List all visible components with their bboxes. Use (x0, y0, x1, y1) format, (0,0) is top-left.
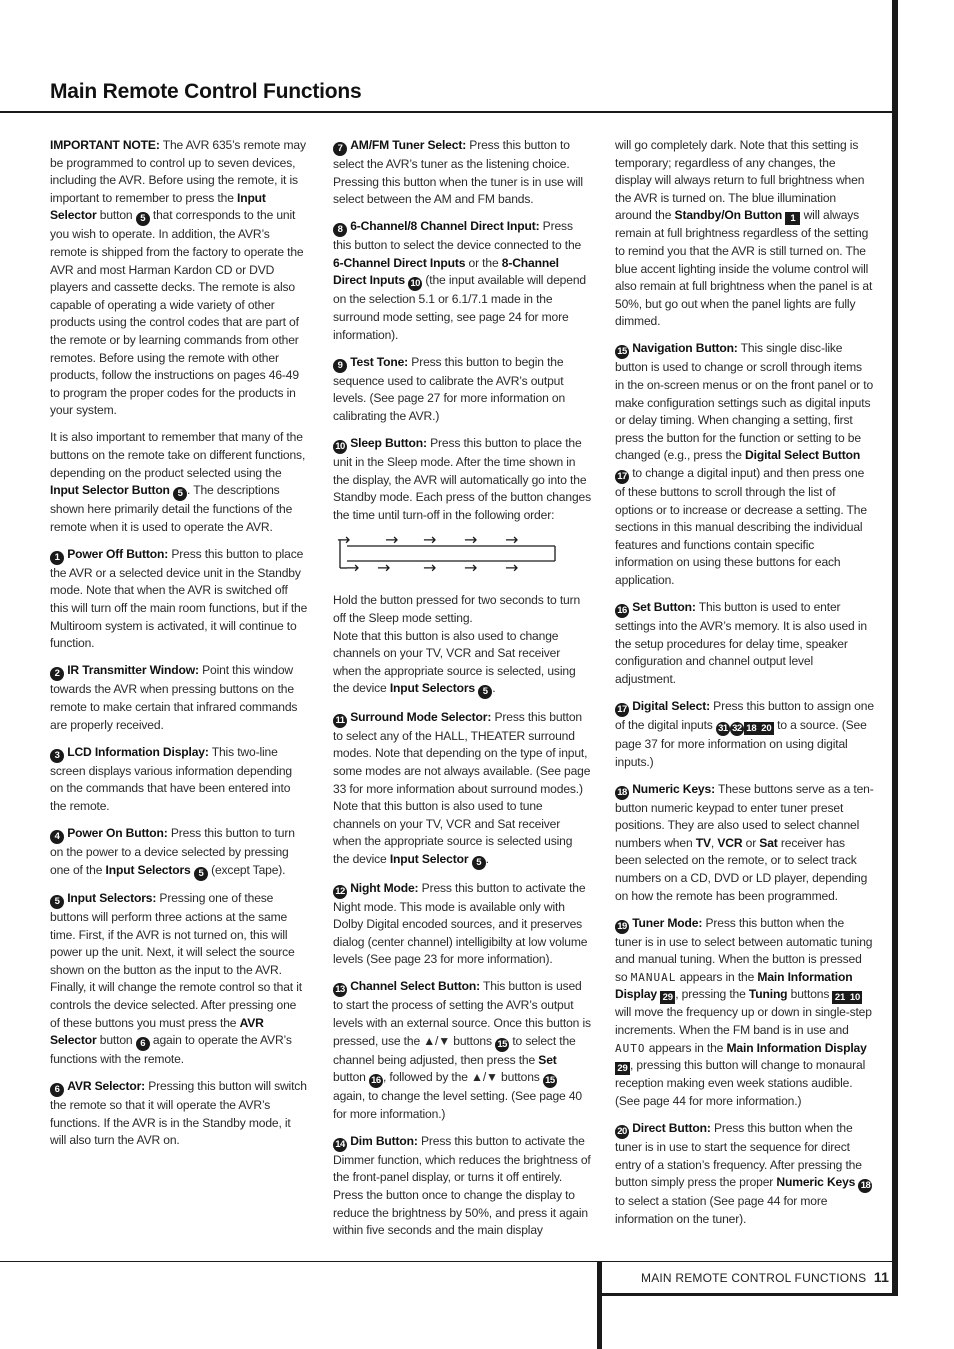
page-title: Main Remote Control Functions (50, 80, 362, 103)
right-border-bar (892, 0, 898, 1294)
item-ir-window: 2 IR Transmitter Window: Point this window towards the AVR when pressing buttons on the remote to make certain that infrared commands are properly received. (50, 663, 298, 732)
callout-5-icon: 5 (136, 212, 150, 226)
column-2 (333, 137, 591, 1249)
callout-6-icon: 6 (50, 1083, 64, 1097)
callout-31-icon: 31 (716, 722, 730, 736)
item-tuner-mode: 19 Tuner Mode: Press this button when the tuner is in use to select between automatic tuning and manual tuning. When the button is pressed so MANUAL appears in the Main Information Display 29 , pressing the Tuning buttons 21 10 will move the frequency up or down in single-step increments. When the FM band is in use and AUTO appears in the Main Information Display 29 , pressing this button will change to monaural reception making even week stations audible. (See page 44 for more information.) (615, 915, 873, 1108)
item-input-selectors: 5 Input Selectors: Pressing one of these buttons will perform three actions at the same time. First, if the AVR is not turned on, this will power up the unit. Next, it will select the source shown on the button as the input to the AVR. Finally, it will change the remote control so that it controls the device selected. After pressing one of these buttons you must press the AVR Selector button 6 again to operate the AVR’s functions with the remote. (50, 891, 302, 1067)
callout-9-icon: 9 (333, 359, 347, 373)
callout-16-icon: 16 (369, 1074, 383, 1088)
callout-17-icon: 17 (615, 703, 629, 717)
callout-5-icon: 5 (472, 856, 486, 870)
callout-10-icon: 10 (408, 277, 422, 291)
arrow-1-1: → (337, 530, 351, 550)
item-sleep: 10 Sleep Button: Press this button to place the unit in the Sleep mode. After the time shown in the display, the AVR will automatically go into the Standby mode. Each press of the button changes the time until turn-off in the following order: (333, 436, 591, 522)
callout-sq-1-icon: 1 (785, 212, 800, 225)
callout-11-icon: 11 (333, 714, 347, 728)
callout-17-icon: 17 (615, 470, 629, 484)
column-3 (615, 137, 874, 1238)
arrow-2-2: → (377, 558, 391, 578)
arrow-2-4: → (464, 558, 478, 578)
paragraph-dim-cont: will go completely dark. Note that this setting is temporary; regardless of any changes, the display will always return to full brightness when the AVR is turned on. The blue illumination around the Standby/On Button 1 will always remain at full brightness regardless of the setting to remind you that the AVR is still turned on. The blue accent lighting inside the volume control will also remain at full brightness when the panel is at 50%, but go out when the panel lights are fully dimmed. (615, 138, 873, 329)
callout-sq-29-icon: 29 (660, 991, 675, 1004)
item-am-fm-tuner: 7 AM/FM Tuner Select: Press this button to select the AVR’s tuner as the listening choice. Pressing this button when the tuner is in use will select between the AM and FM bands. (333, 138, 583, 207)
callout-sq-29-icon: 29 (615, 1062, 630, 1075)
callout-6-icon: 6 (136, 1037, 150, 1051)
footer-section-title: MAIN REMOTE CONTROL FUNCTIONS (641, 1271, 867, 1285)
footer-rule (0, 1261, 894, 1262)
paragraph-important-note: IMPORTANT NOTE: The AVR 635’s remote may be programmed to control up to seven devices, including the AVR. Before using the remote, it is important to remember to press the Input Selector button 5 that corresponds to the unit you wish to operate. In addition, the AVR’s remote is shipped from the factory to operate the AVR and most Harman Kardon CD or DVD players and cassette decks. The remote is also capable of operating a wide variety of other products using the control codes that are part of the remote or by learning commands from other remotes. Before using the remote with other products, follow the instructions on pages 46-49 to program the proper codes for the products in your system. (50, 138, 306, 418)
arrow-1-3: → (423, 530, 437, 550)
item-digital-select: 17 Digital Select: Press this button to assign one of the digital inputs 31 32 18 20 to a source. (See page 37 for more information on using digital inputs.) (615, 698, 874, 769)
callout-1-icon: 1 (50, 551, 64, 565)
item-dim-button: 14 Dim Button: Press this button to activate the Dimmer function, which reduces the brightness of the front-panel display, or turns it off entirely. Press the button once to change the display to reduce the brightness by 50%, and press it again within five seconds and the main display (333, 1133, 591, 1238)
item-night-mode: 12 Night Mode: Press this button to activate the Night mode. This mode is available only with Dolby Digital encoded sources, and it preserves dialog (center channel) intelligibilty at low volume levels (See page 23 for more information). (333, 880, 588, 967)
callout-5-icon: 5 (194, 867, 208, 881)
item-surround-mode: 11 Surround Mode Selector: Press this button to select any of the HALL, THEATER surround modes. Note that depending on the type of input, some modes are not always available. (See page 33 for more information about surround modes.) Note that this button is also used to tune channels on your TV, VCR and Sat receiver when the appropriate source is selected using the device Input Selector 5 . (333, 709, 591, 869)
item-power-off: 1 Power Off Button: Press this button to place the AVR or a selected device unit in the Standby mode. Note that when the AVR is switched off this will turn off the main room functions, but if the Multiroom system is activated, it will continue to function. (50, 546, 308, 651)
arrow-1-4: → (464, 530, 478, 550)
sleep-sequence-diagram (333, 530, 591, 582)
paragraph-sleep-note: Note that this button is also used to change channels on your TV, VCR and Sat receiver when the appropriate source is selected, using the device Input Selectors 5 . (333, 628, 576, 698)
item-avr-selector: 6 AVR Selector: Pressing this button will switch the remote so that it will operate the AVR’s functions. If the AVR is in the Standby mode, it will also turn the AVR on. (50, 1079, 307, 1148)
callout-14-icon: 14 (333, 1138, 347, 1152)
item-numeric-keys: 18 Numeric Keys: These buttons serve as a ten-button numeric keypad to enter tuner preset positions. They are also used to select channel numbers when TV, VCR or Sat receiver has been selected on the remote, or to select track numbers on a CD, DVD or LD player, depending on how the remote has been programmed. (615, 781, 874, 903)
item-set-button: 16 Set Button: This button is used to enter settings into the AVR’s memory. It is also used in the setup procedures for delay time, speaker configuration and channel output level adjustment. (615, 600, 867, 686)
item-direct-input: 8 6-Channel/8 Channel Direct Input: Press this button to select the device connected to the 6-Channel Direct Inputs or the 8-Channel Direct Inputs 10 (the input available will depend on the selection 5.1 or 6.1/7.1 made in the surround mode setting, see page 24 for more information). (333, 219, 586, 342)
page-footer (641, 1269, 889, 1285)
footer-page-number: 11 (873, 1269, 890, 1285)
callout-15-icon: 15 (543, 1074, 557, 1088)
arrow-1-5: → (505, 530, 519, 550)
column-1 (50, 137, 308, 1160)
callout-18-icon: 18 (858, 1179, 872, 1193)
item-power-on: 4 Power On Button: Press this button to turn on the power to a device selected by pressing one of the Input Selectors 5 (except Tape). (50, 825, 295, 879)
callout-4-icon: 4 (50, 830, 64, 844)
callout-5-icon: 5 (478, 685, 492, 699)
callout-10-icon: 10 (333, 440, 347, 454)
item-channel-select: 13 Channel Select Button: This button is used to start the process of setting the AVR’s output levels with an external source. Once this button is pressed, use the ▲/▼ buttons 15 to select the channel being adjusted, then press the Set button 16 , followed by the ▲/▼ buttons 15 again, to change the level setting. (See page 40 for more information.) (333, 979, 591, 1121)
callout-3-icon: 3 (50, 749, 64, 763)
callout-18-icon: 18 (615, 786, 629, 800)
arrow-1-2: → (385, 530, 399, 550)
callout-5-icon: 5 (173, 487, 187, 501)
paragraph-sleep-hold: Hold the button pressed for two seconds to turn off the Sleep mode setting. (333, 593, 581, 625)
callout-15-icon: 15 (495, 1038, 509, 1052)
callout-13-icon: 13 (333, 983, 347, 997)
callout-20-icon: 20 (615, 1125, 629, 1139)
callout-8-icon: 8 (333, 223, 347, 237)
callout-19-icon: 19 (615, 920, 629, 934)
callout-32-icon: 32 (730, 722, 744, 736)
arrow-2-3: → (423, 558, 437, 578)
title-rule (0, 111, 894, 113)
callout-15-icon: 15 (615, 345, 629, 359)
callout-12-icon: 12 (333, 885, 347, 899)
callout-sq-10-icon: 10 (847, 991, 862, 1004)
item-direct-button: 20 Direct Button: Press this button when the tuner is in use to start the sequence for direct entry of a station’s frequency. After pressing the button simply press the proper Numeric Keys 18 to select a station (See page 44 for more information on the tuner). (615, 1120, 874, 1228)
arrow-2-5: → (505, 558, 519, 578)
callout-7-icon: 7 (333, 142, 347, 156)
paragraph-intro: It is also important to remember that many of the buttons on the remote take on different functions, depending on the product selected using the Input Selector Button 5 . The descriptions shown here primarily detail the functions of the remote when it is used to operate the AVR. (50, 430, 306, 534)
callout-sq-20-icon: 20 (759, 722, 774, 735)
item-test-tone: 9 Test Tone: Press this button to begin the sequence used to calibrate the AVR’s output levels. (See page 27 for more information on calibrating the AVR.) (333, 354, 566, 423)
arrow-2-1: → (346, 558, 360, 578)
footer-rule-right (600, 1293, 898, 1296)
callout-sq-21-icon: 21 (832, 991, 847, 1004)
callout-16-icon: 16 (615, 604, 629, 618)
sleep-sequence-svg (333, 530, 563, 582)
callout-2-icon: 2 (50, 667, 64, 681)
item-lcd-display: 3 LCD Information Display: This two-line screen displays various information depending on the commands that have been entered into the remote. (50, 744, 292, 813)
footer-border-bar (597, 1262, 602, 1349)
callout-5-icon: 5 (50, 895, 64, 909)
item-navigation: 15 Navigation Button: This single disc-like button is used to change or scroll through items in the on-screen menus or on the front panel or to make configuration settings such as digital inputs or delay timing. When changing a setting, first press the button for the function or setting to be changed (e.g., press the Digital Select Button 17 to change a digital input) and then press one of these buttons to scroll through the list of options or to increase or decrease a setting. The sections in this manual describing the individual features and functions contain specific information on using these buttons for each application. (615, 341, 874, 587)
callout-sq-18-icon: 18 (744, 722, 759, 735)
